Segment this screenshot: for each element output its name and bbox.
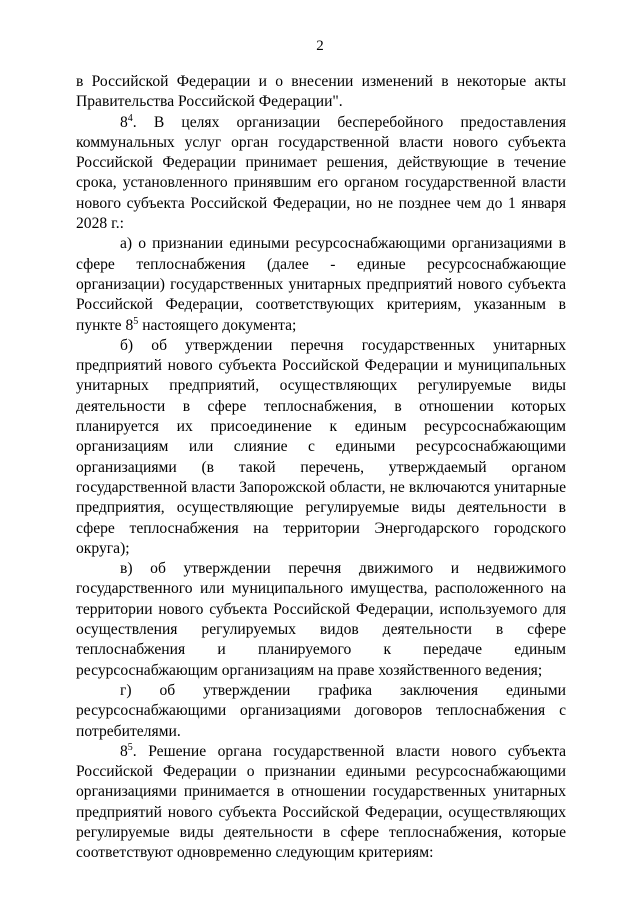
paragraph-8-4 xyxy=(76,113,566,235)
reference-superscript: 5 xyxy=(133,315,139,327)
clause-superscript: 5 xyxy=(127,741,133,753)
clause-text: . Решение органа государственной власти нового субъекта Российской Федерации о признании едиными ресурсоснабжающими организациями принимается в отношении государственных унитарных предприятий нового субъекта Российской Федерации, осуществляющих регулируемые виды деятельности в сфере теплоснабжения, которые соответствуют одновременно следующим критериям: xyxy=(76,742,566,862)
subparagraph-a-tail: настоящего документа; xyxy=(138,316,297,334)
clause-text: . В целях организации бесперебойного предоставления коммунальных услуг орган государственной власти нового субъекта Российской Федерации принимает решения, действующие в течение срока, установленного принявшим его органом государственной власти нового субъекта Российской Федерации, но не позднее чем до 1 января 2028 г.: xyxy=(76,113,566,233)
subparagraph-a-text: а) о признании едиными ресурсоснабжающими организациями в сфере теплоснабжения (далее - единые ресурсоснабжающие организации) государственных унитарных предприятий нового субъекта Российской Федерации, соответствующих критериям, указанным в пункте xyxy=(76,235,566,334)
subparagraph-g: г) об утверждении графика заключения едиными ресурсоснабжающими организациями договоров теплоснабжения с потребителями. xyxy=(76,681,566,740)
page-number: 2 xyxy=(316,38,324,54)
document-body xyxy=(76,72,566,864)
paragraph-8-5 xyxy=(76,742,566,864)
paragraph-continuation: в Российской Федерации и о внесении изменений в некоторые акты Правительства Российской Федерации". xyxy=(76,73,566,111)
clause-number: 8 xyxy=(120,742,128,760)
reference-number: 8 xyxy=(125,316,134,334)
subparagraph-b: б) об утверждении перечня государственных унитарных предприятий нового субъекта Российской Федерации и муниципальных унитарных предприятий, осуществляющих регулируемые виды деятельности в сфере теплоснабжения, в отношении которых планируется их присоединение к единым ресурсоснабжающим организациям или слияние с едиными ресурсоснабжающими организациями (в такой перечень, утверждаемый органом государственной власти Запорожской области, не включаются унитарные предприятия, осуществляющие регулируемые виды деятельности в сфере теплоснабжения на территории Энергодарского городского округа); xyxy=(76,336,566,557)
clause-superscript: 4 xyxy=(127,112,133,124)
subparagraph-a xyxy=(76,234,566,335)
subparagraph-v: в) об утверждении перечня движимого и недвижимого государственного или муниципального имущества, расположенного на территории нового субъекта Российской Федерации, используемого для осуществления регулируемых видов деятельности в сфере теплоснабжения и планируемого к передаче единым ресурсоснабжающим организациям на праве хозяйственного ведения; xyxy=(76,560,566,679)
clause-number: 8 xyxy=(120,113,128,131)
